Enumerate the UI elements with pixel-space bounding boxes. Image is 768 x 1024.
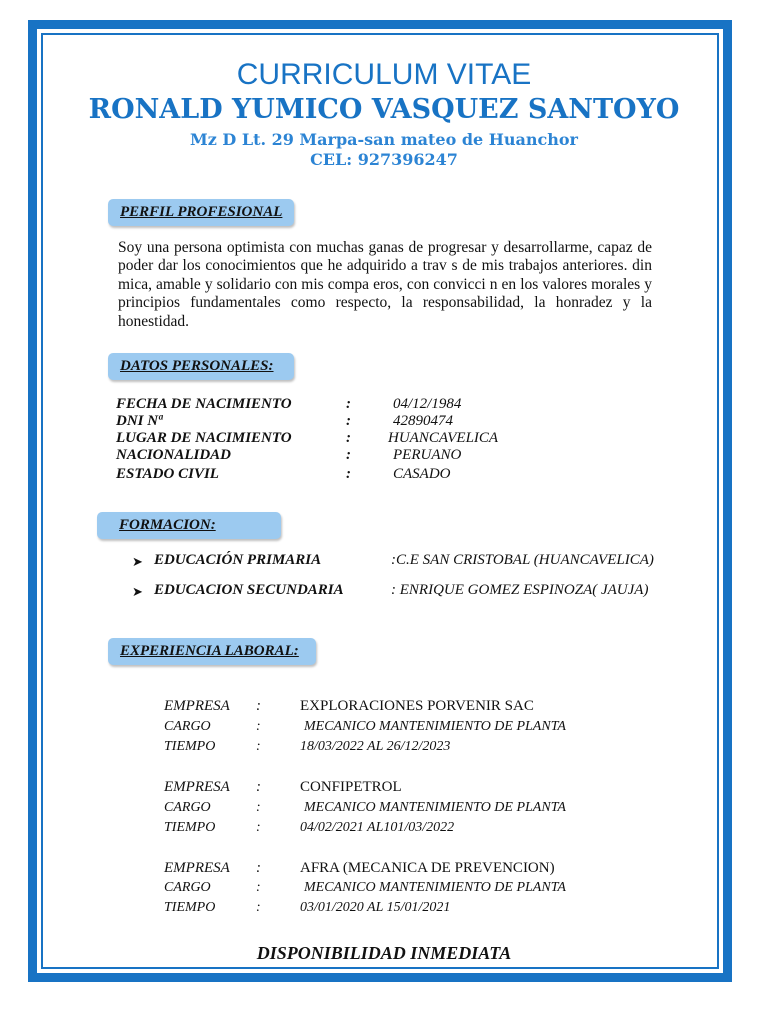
perfil-paragraph: Soy una persona optimista con muchas ganas de progresar y desarrollarme, capaz de poder dar los conocimientos que he adquirido a trav s de mis trabajos anteriores. din mica, amable y solidario con mis compa eros, con convicci n en los valores morales y principios fundamentales como respecto, la responsabilidad, la honradez y la honestidad.	[118, 239, 652, 330]
datos-separator: :	[346, 466, 351, 482]
job-tiempo: 18/03/2022 AL 26/12/2023	[300, 739, 451, 754]
datos-separator: :	[346, 430, 351, 446]
job-tiempo: 03/01/2020 AL 15/01/2021	[300, 900, 451, 915]
job-separator: :	[256, 719, 261, 734]
job-separator: :	[256, 698, 261, 714]
datos-value: PERUANO	[393, 447, 462, 463]
formacion-label: EDUCACION SECUNDARIA	[154, 582, 344, 598]
datos-value: 42890474	[393, 413, 453, 429]
job-cargo-label: CARGO	[164, 719, 211, 734]
formacion-value: : ENRIQUE GOMEZ ESPINOZA( JAUJA)	[391, 582, 649, 598]
datos-label: LUGAR DE NACIMIENTO	[116, 430, 292, 446]
datos-label: DNI Nª	[116, 413, 163, 429]
job-separator: :	[256, 880, 261, 895]
section-heading-label: DATOS PERSONALES:	[120, 358, 274, 374]
section-heading-experiencia	[108, 638, 316, 665]
datos-value: 04/12/1984	[393, 396, 462, 412]
candidate-name: RONALD YUMICO VASQUEZ SANTOYO	[88, 94, 680, 125]
availability-footer: DISPONIBILIDAD INMEDIATA	[256, 943, 512, 963]
job-empresa-label: EMPRESA	[164, 698, 230, 714]
formacion-value: :C.E SAN CRISTOBAL (HUANCAVELICA)	[391, 552, 654, 568]
job-empresa-label: EMPRESA	[164, 860, 230, 876]
job-separator: :	[256, 739, 261, 754]
job-tiempo-label: TIEMPO	[164, 900, 216, 915]
datos-label: NACIONALIDAD	[116, 447, 232, 463]
datos-label: ESTADO CIVIL	[116, 466, 219, 482]
job-cargo: MECANICO MANTENIMIENTO DE PLANTA	[304, 880, 566, 895]
job-tiempo-label: TIEMPO	[164, 739, 216, 754]
datos-value: HUANCAVELICA	[388, 430, 499, 446]
formacion-label: EDUCACIÓN PRIMARIA	[154, 552, 322, 568]
section-heading-perfil	[108, 199, 294, 226]
datos-label: FECHA DE NACIMIENTO	[116, 396, 292, 412]
section-heading-datos	[108, 353, 294, 380]
job-separator: :	[256, 860, 261, 876]
datos-separator: :	[346, 413, 351, 429]
job-cargo-label: CARGO	[164, 800, 211, 815]
job-empresa: AFRA (MECANICA DE PREVENCION)	[300, 860, 555, 876]
document-title: CURRICULUM VITAE	[236, 58, 532, 91]
arrowhead-bullet-icon: ➤	[132, 585, 143, 600]
phone-line: CEL: 927396247	[310, 150, 458, 169]
section-heading-label: EXPERIENCIA LABORAL:	[120, 643, 299, 659]
job-separator: :	[256, 779, 261, 795]
datos-value: CASADO	[393, 466, 451, 482]
datos-separator: :	[346, 396, 351, 412]
job-empresa: CONFIPETROL	[300, 779, 402, 795]
job-separator: :	[256, 800, 261, 815]
job-empresa: EXPLORACIONES PORVENIR SAC	[300, 698, 534, 714]
address-line: Mz D Lt. 29 Marpa-san mateo de Huanchor	[190, 130, 578, 149]
section-heading-label: FORMACION:	[119, 517, 216, 533]
job-empresa-label: EMPRESA	[164, 779, 230, 795]
contact-block	[0, 130, 768, 170]
job-tiempo: 04/02/2021 AL101/03/2022	[300, 820, 455, 835]
job-cargo: MECANICO MANTENIMIENTO DE PLANTA	[304, 800, 566, 815]
job-cargo-label: CARGO	[164, 880, 211, 895]
arrowhead-bullet-icon: ➤	[132, 555, 143, 570]
section-heading-label: PERFIL PROFESIONAL	[120, 204, 283, 220]
section-heading-formacion	[97, 512, 281, 539]
job-cargo: MECANICO MANTENIMIENTO DE PLANTA	[304, 719, 566, 734]
job-separator: :	[256, 820, 261, 835]
job-separator: :	[256, 900, 261, 915]
job-tiempo-label: TIEMPO	[164, 820, 216, 835]
datos-separator: :	[346, 447, 351, 463]
